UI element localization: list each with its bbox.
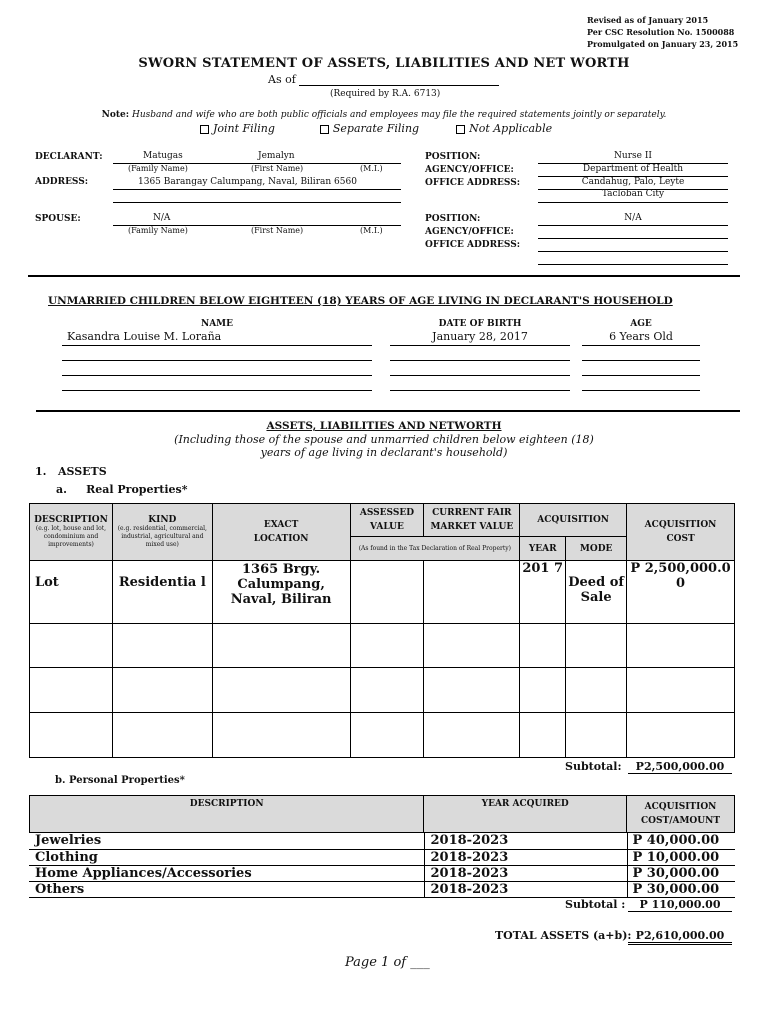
list-item [29, 865, 735, 881]
pp-cost[interactable]: P 30,000.00 [627, 881, 735, 897]
resolution-number: Per CSC Resolution No. 1500088 [587, 27, 735, 37]
assets-subtitle-2: years of age living in declarant's household) [260, 446, 508, 459]
real-assessed-value[interactable] [350, 561, 424, 624]
declarant-label: DECLARANT: [35, 152, 103, 162]
col-acquisition: ACQUISITION [520, 504, 627, 537]
office-address-line-1[interactable]: Candahug, Palo, Leyte [581, 177, 685, 187]
personal-properties-table [29, 795, 735, 833]
required-by: (Required by R.A. 6713) [330, 89, 441, 99]
assets-section-title: ASSETS, LIABILITIES AND NETWORTH [266, 420, 502, 432]
pp-cost[interactable]: P 10,000.00 [627, 849, 735, 865]
pp-description[interactable]: Home Appliances/Accessories [29, 865, 424, 881]
list-item [29, 881, 735, 897]
declarant-family-name[interactable]: Matugas [143, 151, 183, 161]
table-row [30, 668, 735, 713]
col-fair-market-value: CURRENT FAIR MARKET VALUE [424, 504, 520, 537]
spouse-agency-label: AGENCY/OFFICE: [425, 227, 514, 237]
child-name-header: NAME [200, 319, 234, 329]
note-label: Note: [101, 110, 130, 120]
declarant-position[interactable]: Nurse II [614, 151, 652, 161]
checkbox-icon [320, 125, 329, 134]
family-name-caption: (Family Name) [128, 164, 188, 173]
declarant-address[interactable]: 1365 Barangay Calumpang, Naval, Biliran 6560 [138, 177, 357, 187]
child-age-header: AGE [630, 319, 652, 329]
real-properties-heading: a. Real Properties* [56, 483, 188, 496]
real-subtotal-label: Subtotal: [565, 760, 622, 773]
total-assets[interactable]: P2,610,000.00 [628, 929, 732, 945]
list-item [29, 833, 735, 849]
first-name-caption: (First Name) [251, 164, 304, 173]
personal-properties-heading: b. Personal Properties* [55, 775, 185, 786]
assets-heading: 1. ASSETS [35, 465, 107, 478]
col-year: YEAR [520, 537, 566, 561]
real-description[interactable]: Lot [30, 561, 113, 624]
children-title: UNMARRIED CHILDREN BELOW EIGHTEEN (18) YEARS OF AGE LIVING IN DECLARANT'S HOUSEHOLD [48, 295, 673, 307]
spouse-family-name[interactable]: N/A [153, 213, 171, 223]
spouse-mi-caption: (M.I.) [360, 226, 383, 235]
checkbox-icon [200, 125, 209, 134]
pp-year[interactable]: 2018-2023 [424, 865, 627, 881]
pp-year[interactable]: 2018-2023 [424, 849, 627, 865]
pp-year[interactable]: 2018-2023 [424, 881, 627, 897]
pp-description[interactable]: Others [29, 881, 424, 897]
table-row [30, 713, 735, 758]
note [0, 110, 768, 120]
personal-subtotal[interactable]: P 110,000.00 [628, 898, 732, 912]
real-year[interactable]: 201 7 [520, 561, 566, 624]
real-kind[interactable]: Residentia l [112, 561, 212, 624]
pp-col-description: DESCRIPTION [30, 796, 424, 833]
not-applicable-option[interactable]: Not Applicable [456, 122, 552, 135]
filing-options [200, 122, 552, 135]
revised-date: Revised as of January 2015 [587, 15, 709, 25]
child-age[interactable]: 6 Years Old [609, 330, 673, 343]
total-assets-label: TOTAL ASSETS (a+b): [495, 929, 632, 942]
pp-cost[interactable]: P 40,000.00 [627, 833, 735, 849]
form-title: SWORN STATEMENT OF ASSETS, LIABILITIES AND NET WORTH [138, 56, 630, 71]
personal-rows [29, 833, 735, 898]
real-location[interactable]: 1365 Brgy. Calumpang, Naval, Biliran [212, 561, 350, 624]
as-of-field[interactable] [299, 74, 499, 86]
spouse-office-address-label: OFFICE ADDRESS: [425, 240, 521, 250]
page-number: Page 1 of ___ [345, 955, 430, 970]
revision-info [587, 14, 738, 50]
tax-declaration-note: (As found in the Tax Declaration of Real Property) [350, 537, 520, 561]
col-kind: KIND (e.g. residential, commercial, industrial, agricultural and mixed use) [112, 504, 212, 561]
declarant-agency[interactable]: Department of Health [582, 164, 684, 174]
table-row [30, 624, 735, 668]
address-label: ADDRESS: [35, 177, 89, 187]
col-description: DESCRIPTION (e.g. lot, house and lot, condominium and improvements) [30, 504, 113, 561]
declarant-first-name[interactable]: Jemalyn [258, 151, 295, 161]
col-location: EXACT LOCATION [212, 504, 350, 561]
pp-cost[interactable]: P 30,000.00 [627, 865, 735, 881]
spouse-label: SPOUSE: [35, 214, 81, 224]
separate-filing-option[interactable]: Separate Filing [320, 122, 419, 135]
spouse-family-caption: (Family Name) [128, 226, 188, 235]
pp-col-year: YEAR ACQUIRED [424, 796, 627, 833]
as-of-row [268, 73, 499, 86]
pp-col-cost: ACQUISITION COST/AMOUNT [627, 796, 735, 833]
personal-subtotal-label: Subtotal : [565, 898, 626, 911]
real-properties-table [29, 503, 735, 758]
col-assessed-value: ASSESSED VALUE [350, 504, 424, 537]
child-name[interactable]: Kasandra Louise M. Loraña [67, 330, 222, 343]
promulgated-date: Promulgated on January 23, 2015 [587, 39, 739, 49]
agency-label: AGENCY/OFFICE: [425, 165, 514, 175]
pp-year[interactable]: 2018-2023 [424, 833, 627, 849]
office-address-line-2[interactable]: Tacloban City [601, 189, 665, 199]
list-item [29, 849, 735, 865]
spouse-first-caption: (First Name) [251, 226, 304, 235]
office-address-label: OFFICE ADDRESS: [425, 178, 521, 188]
pp-description[interactable]: Clothing [29, 849, 424, 865]
child-dob-header: DATE OF BIRTH [438, 319, 522, 329]
note-text: Husband and wife who are both public officials and employees may file the required statements jointly or separately. [131, 110, 667, 120]
assets-subtitle-1: (Including those of the spouse and unmarried children below eighteen (18) [174, 433, 594, 446]
joint-filing-option[interactable]: Joint Filing [200, 122, 275, 135]
spouse-position-label: POSITION: [425, 214, 481, 224]
pp-description[interactable]: Jewelries [29, 833, 424, 849]
checkbox-icon [456, 125, 465, 134]
real-subtotal[interactable]: P2,500,000.00 [628, 760, 732, 774]
mi-caption: (M.I.) [360, 164, 383, 173]
real-cost[interactable]: P 2,500,000.0 0 [627, 561, 735, 624]
spouse-position[interactable]: N/A [624, 213, 642, 223]
position-label: POSITION: [425, 152, 481, 162]
col-acquisition-cost: ACQUISITION COST [627, 504, 735, 561]
child-dob[interactable]: January 28, 2017 [432, 330, 528, 343]
col-mode: MODE [566, 537, 627, 561]
table-row [30, 561, 735, 624]
real-fair-value[interactable] [424, 561, 520, 624]
as-of-label: As of [268, 73, 296, 86]
real-mode[interactable]: Deed of Sale [566, 561, 627, 624]
